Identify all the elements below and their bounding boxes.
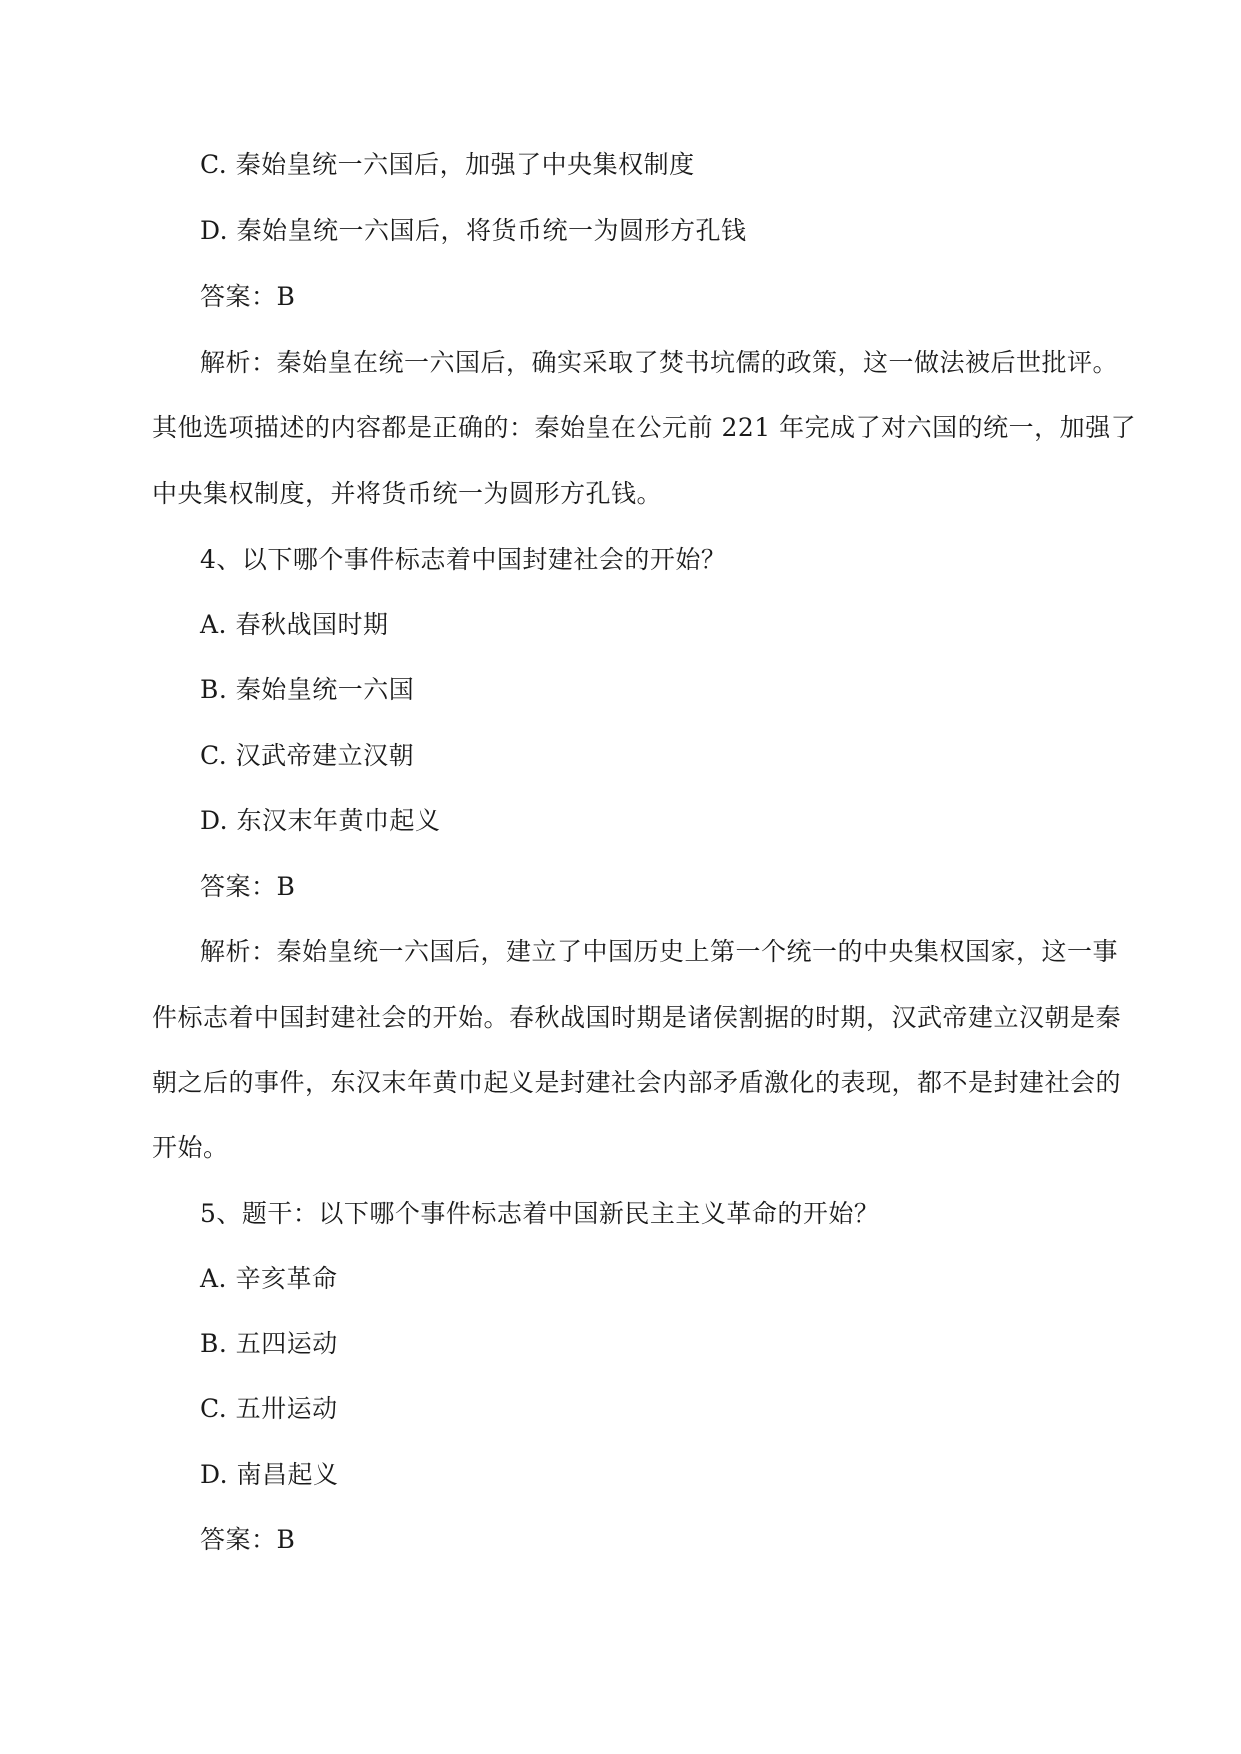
option-b-q5: B. 五四运动 <box>200 1329 338 1358</box>
option-c-q3: C. 秦始皇统一六国后，加强了中央集权制度 <box>200 150 695 179</box>
option-d-q4: D. 东汉末年黄巾起义 <box>200 806 441 835</box>
explanation-q4-line1: 解析：秦始皇统一六国后，建立了中国历史上第一个统一的中央集权国家，这一事 <box>200 937 1119 966</box>
option-a-q5: A. 辛亥革命 <box>200 1264 338 1293</box>
option-c-q4: C. 汉武帝建立汉朝 <box>200 741 415 770</box>
option-b-q4: B. 秦始皇统一六国 <box>200 675 415 704</box>
option-d-q3: D. 秦始皇统一六国后，将货币统一为圆形方孔钱 <box>200 216 747 245</box>
answer-q3: 答案：B <box>200 282 296 311</box>
explanation-q4-line4: 开始。 <box>152 1133 229 1162</box>
answer-q4: 答案：B <box>200 872 296 901</box>
explanation-q4-line2: 件标志着中国封建社会的开始。春秋战国时期是诸侯割据的时期，汉武帝建立汉朝是秦 <box>152 1003 1122 1032</box>
answer-q5: 答案：B <box>200 1525 296 1554</box>
explanation-q4-line3: 朝之后的事件，东汉末年黄巾起义是封建社会内部矛盾激化的表现，都不是封建社会的 <box>152 1068 1122 1097</box>
option-a-q4: A. 春秋战国时期 <box>200 610 389 639</box>
option-d-q5: D. 南昌起义 <box>200 1460 339 1489</box>
question-5: 5、题干：以下哪个事件标志着中国新民主主义革命的开始？ <box>200 1199 880 1228</box>
explanation-q3-line3: 中央集权制度，并将货币统一为圆形方孔钱。 <box>152 479 663 508</box>
question-4: 4、以下哪个事件标志着中国封建社会的开始？ <box>200 545 727 574</box>
explanation-q3-line1: 解析：秦始皇在统一六国后，确实采取了焚书坑儒的政策，这一做法被后世批评。 <box>200 348 1119 377</box>
explanation-q3-line2: 其他选项描述的内容都是正确的：秦始皇在公元前 221 年完成了对六国的统一，加强了 <box>152 413 1137 442</box>
option-c-q5: C. 五卅运动 <box>200 1394 338 1423</box>
